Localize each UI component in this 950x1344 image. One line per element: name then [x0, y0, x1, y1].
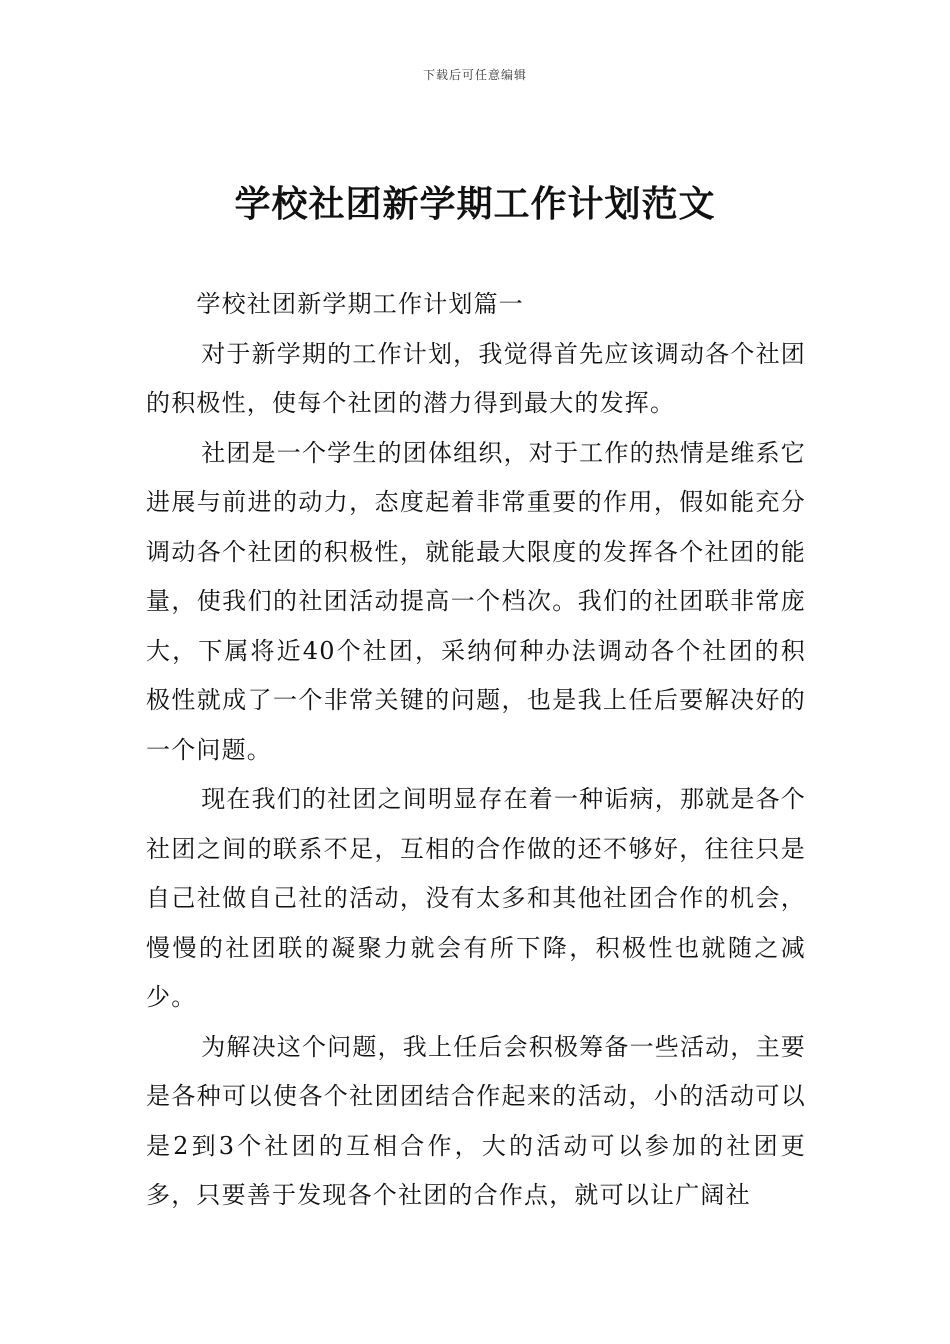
- paragraph: 对于新学期的工作计划，我觉得首先应该调动各个社团的积极性，使每个社团的潜力得到最大的发挥。: [146, 339, 806, 417]
- document-body: [146, 280, 806, 1221]
- paragraph: 为解决这个问题，我上任后会积极筹备一些活动，主要是各种可以使各个社团团结合作起来的活动，小的活动可以是2到3个社团的互相合作，大的活动可以参加的社团更多，只要善于发现各个社团的合作点，就可以让广阔社: [146, 1032, 806, 1209]
- header-note: 下载后可任意编辑: [422, 68, 527, 82]
- paragraph: 现在我们的社团之间明显存在着一种诟病，那就是各个社团之间的联系不足，互相的合作做的还不够好，往往只是自己社做自己社的活动，没有太多和其他社团合作的机会，慢慢的社团联的凝聚力就会有所下降，积极性也就随之减少。: [146, 785, 806, 1011]
- section-subheading: 学校社团新学期工作计划篇一: [196, 290, 524, 318]
- paragraph: 社团是一个学生的团体组织，对于工作的热情是维系它进展与前进的动力，态度起着非常重要的作用，假如能充分调动各个社团的积极性，就能最大限度的发挥各个社团的能量，使我们的社团活动提高一个档次。我们的社团联非常庞大，下属将近40个社团，采纳何种办法调动各个社团的积极性就成了一个非常关键的问题，也是我上任后要解决好的一个问题。: [146, 438, 806, 764]
- document-title: 学校社团新学期工作计划范文: [234, 184, 716, 225]
